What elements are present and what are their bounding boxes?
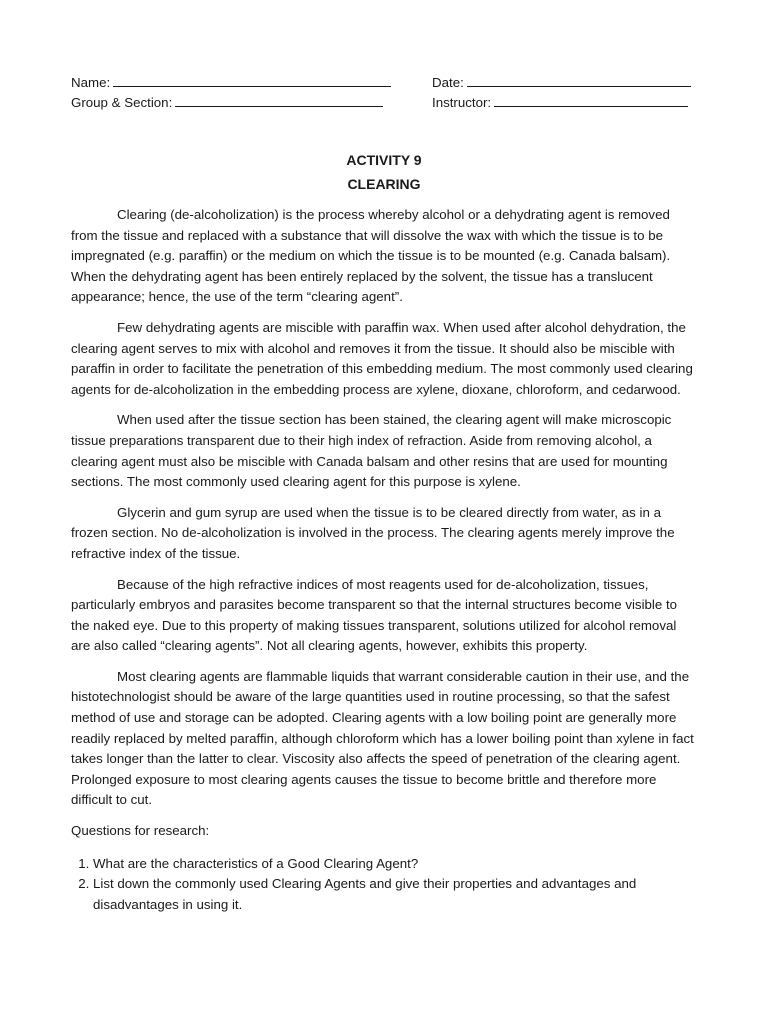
group-section-field-row [71, 93, 383, 113]
paragraph: When used after the tissue section has been stained, the clearing agent will make microscopic tissue preparations transparent due to their high index of refraction. Aside from removing alcohol, a clearing agent must also be miscible with Canada balsam and other resins that are used for mounting sections. The most commonly used clearing agent for this purpose is xylene. [71, 412, 672, 490]
paragraph: Few dehydrating agents are miscible with paraffin wax. When used after alcohol dehydration, the clearing agent serves to mix with alcohol and removes it from the tissue. It should also be miscible with paraffin in order to facilitate the penetration of this embedding medium. The most commonly used clearing agents for de-alcoholization in the embedding process are xylene, dioxane, chloroform, and cedarwood. [71, 319, 693, 397]
paragraph: Most clearing agents are flammable liquids that warrant considerable caution in their use, and the histotechnologist should be aware of the large quantities used in routine processing, so that the safest method of use and storage can be adopted. Clearing agents with a low boiling point are generally more readily replaced by melted paraffin, although chloroform which has a lower boiling point than xylene in fact takes longer than the latter to clear. Viscosity also affects the speed of penetration of the clearing agent. Prolonged exposure to most clearing agents causes the tissue to become brittle and therefore more difficult to cut. [71, 668, 694, 808]
group-section-label: Group & Section: [71, 95, 173, 110]
questions-heading: Questions for research: [71, 823, 210, 839]
name-field-row [71, 73, 391, 93]
paragraph: Clearing (de-alcoholization) is the process whereby alcohol or a dehydrating agent is removed from the tissue and replaced with a substance that will dissolve the wax with which the tissue is to be impregnated (e.g. paraffin) or the medium on which the tissue is to be mounted (e.g. Canada balsam). When the dehydrating agent has been entirely replaced by the solvent, the tissue has a translucent appearance; hence, the use of the term “clearing agent”. [71, 207, 671, 305]
instructor-blank-line [494, 93, 688, 107]
questions-list [71, 854, 697, 916]
name-blank-line [113, 73, 391, 87]
question-item: 1. What are the characteristics of a Good Clearing Agent? [93, 854, 697, 875]
instructor-label: Instructor: [432, 95, 492, 110]
question-item: 2. List down the commonly used Clearing Agents and give their properties and advantages and disadvantages in using it. [93, 874, 697, 915]
name-label: Name: [71, 75, 111, 90]
document-body [71, 205, 697, 915]
paragraph: Because of the high refractive indices of most reagents used for de-alcoholization, tissues, particularly embryos and parasites become transparent so that the internal structures become visible to the naked eye. Due to this property of making tissues transparent, solutions utilized for alcohol removal are also called “clearing agents”. Not all clearing agents, however, exhibits this property. [71, 576, 678, 654]
group-section-blank-line [175, 93, 383, 107]
date-field-row [432, 73, 691, 93]
paragraph: Glycerin and gum syrup are used when the tissue is to be cleared directly from water, as in a frozen section. No de-alcoholization is involved in the process. The clearing agents merely improve the refractive index of the tissue. [71, 504, 675, 561]
date-blank-line [467, 73, 691, 87]
activity-subtitle: CLEARING [347, 176, 421, 192]
activity-title: ACTIVITY 9 [346, 152, 422, 168]
date-label: Date: [432, 75, 464, 90]
instructor-field-row [432, 93, 688, 113]
